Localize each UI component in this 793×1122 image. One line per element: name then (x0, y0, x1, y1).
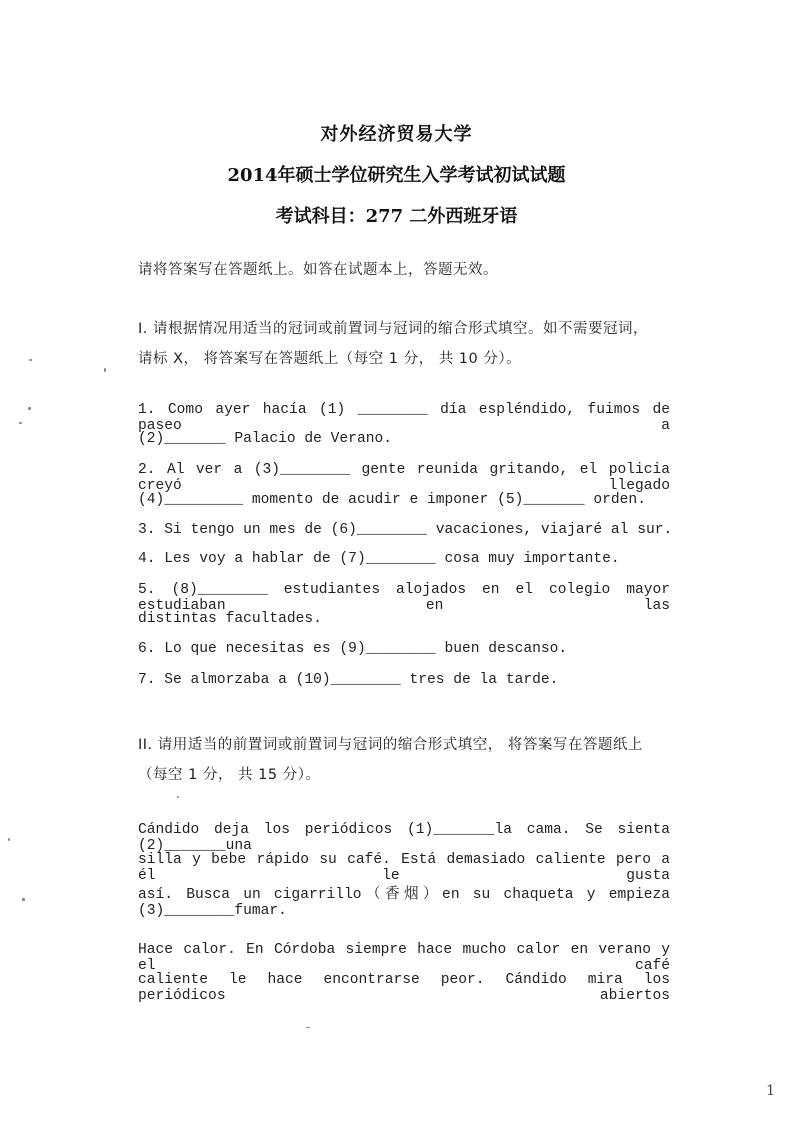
exercise-line: 1. Como ayer hacía (1) ________ día espléndido, fuimos de paseo a (138, 402, 670, 434)
answer-notice: 请将答案写在答题纸上。如答在试题本上，答题无效。 (138, 262, 498, 278)
passage-line: Hace calor. En Córdoba siempre hace mucho calor en verano y el café (138, 942, 670, 974)
page-number: 1 (766, 1083, 775, 1099)
university-name: 对外经济贸易大学 (320, 124, 473, 145)
section1-instruction-line2: 请标 X， 将答案写在答题纸上（每空 1 分， 共 10 分）。 (138, 351, 522, 367)
scan-speck (29, 359, 32, 361)
exercise-line: 7. Se almorzaba a (10)________ tres de la tarde. (138, 672, 559, 688)
passage-line: silla y bebe rápido su café. Está demasiado caliente pero a él le gusta (138, 852, 670, 884)
exercise-line: 6. Lo que necesitas es (9)________ buen descanso. (138, 641, 568, 657)
exercise-line: 5. (8)________ estudiantes alojados en el colegio mayor estudiaban en las (138, 582, 670, 614)
exercise-line: 4. Les voy a hablar de (7)________ cosa muy importante. (138, 551, 620, 567)
scan-speck (22, 898, 25, 901)
section2-instruction-line2: （每空 1 分， 共 15 分）。 (138, 767, 321, 783)
scan-speck (8, 838, 10, 841)
exercise-line: 3. Si tengo un mes de (6)________ vacaciones, viajaré al sur. (138, 522, 673, 538)
exercise-line: distintas facultades. (138, 611, 322, 627)
section1-instruction-line1: I. 请根据情况用适当的冠词或前置词与冠词的缩合形式填空。如不需要冠词， (138, 321, 648, 337)
passage-line: así. Busca un cigarrillo（香烟）en su chaqueta y empieza (3)________fumar. (138, 887, 670, 919)
exercise-line: (4)_________ momento de acudir e imponer (5)_______ orden. (138, 492, 646, 508)
exam-subject: 考试科目：277 二外西班牙语 (275, 206, 518, 227)
scan-speck (28, 407, 31, 410)
scan-speck (19, 422, 22, 424)
scan-speck (104, 368, 106, 372)
scan-speck (177, 796, 179, 798)
exam-title: 2014年硕士学位研究生入学考试初试试题 (227, 165, 566, 186)
passage-line: caliente le hace encontrarse peor. Cándido mira los periódicos abiertos (138, 972, 670, 1004)
section2-instruction-line1: II. 请用适当的前置词或前置词与冠词的缩合形式填空， 将答案写在答题纸上 (138, 737, 643, 753)
passage-line: Cándido deja los periódicos (1)_______la cama. Se sienta (2)_______una (138, 822, 670, 854)
exercise-line: 2. Al ver a (3)________ gente reunida gritando, el policia creyó llegado (138, 462, 670, 494)
scan-speck (306, 1027, 310, 1028)
exercise-line: (2)_______ Palacio de Verano. (138, 431, 392, 447)
